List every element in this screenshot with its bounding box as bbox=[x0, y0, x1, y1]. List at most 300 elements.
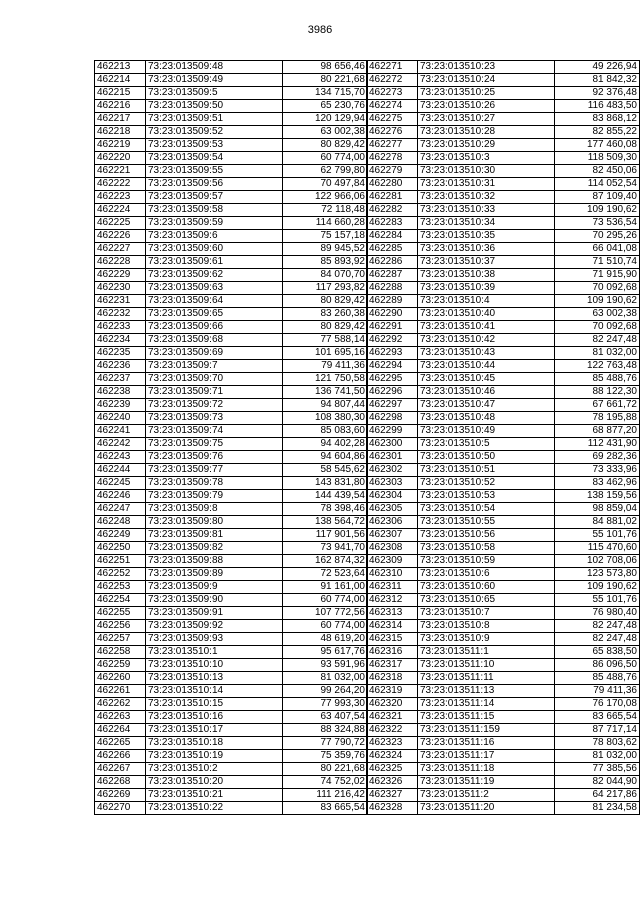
table-row bbox=[367, 100, 640, 113]
cadastral-number-cell: 73:23:013510:59 bbox=[418, 555, 555, 568]
record-id-cell: 462304 bbox=[367, 490, 418, 503]
table-row bbox=[367, 581, 640, 594]
table-row bbox=[95, 737, 368, 750]
cadastral-number-cell: 73:23:013509:89 bbox=[146, 568, 283, 581]
cadastral-number-cell: 73:23:013510:13 bbox=[146, 672, 283, 685]
record-id-cell: 462240 bbox=[95, 412, 146, 425]
table-row bbox=[95, 74, 368, 87]
value-cell: 81 842,32 bbox=[555, 74, 640, 87]
cadastral-number-cell: 73:23:013510:19 bbox=[146, 750, 283, 763]
record-id-cell: 462289 bbox=[367, 295, 418, 308]
cadastral-number-cell: 73:23:013510:34 bbox=[418, 217, 555, 230]
cadastral-number-cell: 73:23:013509:64 bbox=[146, 295, 283, 308]
table-row bbox=[367, 685, 640, 698]
cadastral-number-cell: 73:23:013509:77 bbox=[146, 464, 283, 477]
cadastral-number-cell: 73:23:013509:65 bbox=[146, 308, 283, 321]
value-cell: 120 129,94 bbox=[283, 113, 368, 126]
cadastral-number-cell: 73:23:013509:51 bbox=[146, 113, 283, 126]
cadastral-number-cell: 73:23:013510:46 bbox=[418, 386, 555, 399]
table-row bbox=[367, 646, 640, 659]
table-row bbox=[367, 269, 640, 282]
value-cell: 85 083,60 bbox=[283, 425, 368, 438]
table-row bbox=[367, 711, 640, 724]
record-id-cell: 462228 bbox=[95, 256, 146, 269]
record-id-cell: 462318 bbox=[367, 672, 418, 685]
cadastral-number-cell: 73:23:013510:22 bbox=[146, 802, 283, 815]
table-row bbox=[95, 594, 368, 607]
table-row bbox=[95, 334, 368, 347]
table-row bbox=[367, 490, 640, 503]
table-row bbox=[367, 321, 640, 334]
record-id-cell: 462237 bbox=[95, 373, 146, 386]
cadastral-number-cell: 73:23:013510:40 bbox=[418, 308, 555, 321]
value-cell: 108 380,30 bbox=[283, 412, 368, 425]
record-id-cell: 462271 bbox=[367, 61, 418, 74]
table-row bbox=[367, 282, 640, 295]
cadastral-number-cell: 73:23:013510:58 bbox=[418, 542, 555, 555]
table-row bbox=[95, 568, 368, 581]
value-cell: 75 157,18 bbox=[283, 230, 368, 243]
cadastral-number-cell: 73:23:013511:14 bbox=[418, 698, 555, 711]
value-cell: 65 838,50 bbox=[555, 646, 640, 659]
record-id-cell: 462326 bbox=[367, 776, 418, 789]
cadastral-number-cell: 73:23:013510:30 bbox=[418, 165, 555, 178]
cadastral-number-cell: 73:23:013509:70 bbox=[146, 373, 283, 386]
cadastral-number-cell: 73:23:013509:92 bbox=[146, 620, 283, 633]
cadastral-number-cell: 73:23:013509:69 bbox=[146, 347, 283, 360]
cadastral-number-cell: 73:23:013510:26 bbox=[418, 100, 555, 113]
value-cell: 80 829,42 bbox=[283, 295, 368, 308]
record-id-cell: 462262 bbox=[95, 698, 146, 711]
value-cell: 92 376,48 bbox=[555, 87, 640, 100]
table-row bbox=[367, 802, 640, 815]
table-row bbox=[367, 542, 640, 555]
value-cell: 144 439,54 bbox=[283, 490, 368, 503]
cadastral-number-cell: 73:23:013509:60 bbox=[146, 243, 283, 256]
cadastral-number-cell: 73:23:013509:74 bbox=[146, 425, 283, 438]
cadastral-number-cell: 73:23:013510:6 bbox=[418, 568, 555, 581]
value-cell: 107 772,56 bbox=[283, 607, 368, 620]
record-id-cell: 462236 bbox=[95, 360, 146, 373]
value-cell: 72 523,64 bbox=[283, 568, 368, 581]
table-row bbox=[367, 165, 640, 178]
cadastral-number-cell: 73:23:013510:14 bbox=[146, 685, 283, 698]
record-id-cell: 462328 bbox=[367, 802, 418, 815]
cadastral-number-cell: 73:23:013510:33 bbox=[418, 204, 555, 217]
record-id-cell: 462267 bbox=[95, 763, 146, 776]
table-row bbox=[367, 451, 640, 464]
cadastral-number-cell: 73:23:013509:48 bbox=[146, 61, 283, 74]
value-cell: 49 226,94 bbox=[555, 61, 640, 74]
cadastral-number-cell: 73:23:013510:1 bbox=[146, 646, 283, 659]
record-id-cell: 462280 bbox=[367, 178, 418, 191]
cadastral-number-cell: 73:23:013509:80 bbox=[146, 516, 283, 529]
record-id-cell: 462266 bbox=[95, 750, 146, 763]
table-row bbox=[95, 373, 368, 386]
value-cell: 112 431,90 bbox=[555, 438, 640, 451]
table-row bbox=[95, 243, 368, 256]
cadastral-number-cell: 73:23:013509:52 bbox=[146, 126, 283, 139]
record-id-cell: 462229 bbox=[95, 269, 146, 282]
table-row bbox=[367, 256, 640, 269]
record-id-cell: 462227 bbox=[95, 243, 146, 256]
table-row bbox=[95, 698, 368, 711]
value-cell: 121 750,58 bbox=[283, 373, 368, 386]
table-row bbox=[367, 620, 640, 633]
value-cell: 83 462,96 bbox=[555, 477, 640, 490]
cadastral-number-cell: 73:23:013509:63 bbox=[146, 282, 283, 295]
record-id-cell: 462256 bbox=[95, 620, 146, 633]
cadastral-number-cell: 73:23:013509:56 bbox=[146, 178, 283, 191]
table-row bbox=[95, 529, 368, 542]
value-cell: 95 617,76 bbox=[283, 646, 368, 659]
cadastral-number-cell: 73:23:013510:17 bbox=[146, 724, 283, 737]
record-id-cell: 462231 bbox=[95, 295, 146, 308]
cadastral-number-cell: 73:23:013509:57 bbox=[146, 191, 283, 204]
table-row bbox=[95, 204, 368, 217]
cadastral-number-cell: 73:23:013510:36 bbox=[418, 243, 555, 256]
record-id-cell: 462259 bbox=[95, 659, 146, 672]
record-id-cell: 462265 bbox=[95, 737, 146, 750]
value-cell: 136 741,50 bbox=[283, 386, 368, 399]
record-id-cell: 462233 bbox=[95, 321, 146, 334]
table-row bbox=[367, 243, 640, 256]
value-cell: 78 195,88 bbox=[555, 412, 640, 425]
cadastral-number-cell: 73:23:013509:81 bbox=[146, 529, 283, 542]
table-row bbox=[367, 87, 640, 100]
record-id-cell: 462225 bbox=[95, 217, 146, 230]
record-id-cell: 462270 bbox=[95, 802, 146, 815]
table-row bbox=[367, 659, 640, 672]
cadastral-number-cell: 73:23:013510:35 bbox=[418, 230, 555, 243]
table-row bbox=[367, 789, 640, 802]
record-id-cell: 462230 bbox=[95, 282, 146, 295]
table-row bbox=[367, 412, 640, 425]
table-row bbox=[95, 451, 368, 464]
table-row bbox=[95, 386, 368, 399]
cadastral-number-cell: 73:23:013509:54 bbox=[146, 152, 283, 165]
cadastral-number-cell: 73:23:013510:48 bbox=[418, 412, 555, 425]
value-cell: 70 295,26 bbox=[555, 230, 640, 243]
value-cell: 114 660,28 bbox=[283, 217, 368, 230]
table-row bbox=[95, 542, 368, 555]
cadastral-number-cell: 73:23:013509:55 bbox=[146, 165, 283, 178]
table-row bbox=[367, 698, 640, 711]
value-cell: 93 591,96 bbox=[283, 659, 368, 672]
cadastral-number-cell: 73:23:013510:38 bbox=[418, 269, 555, 282]
table-row bbox=[367, 295, 640, 308]
value-cell: 177 460,08 bbox=[555, 139, 640, 152]
cadastral-number-cell: 73:23:013509:72 bbox=[146, 399, 283, 412]
record-id-cell: 462291 bbox=[367, 321, 418, 334]
cadastral-number-cell: 73:23:013511:18 bbox=[418, 763, 555, 776]
table-row bbox=[367, 464, 640, 477]
table-row bbox=[367, 438, 640, 451]
cadastral-number-cell: 73:23:013510:9 bbox=[418, 633, 555, 646]
table-row bbox=[95, 191, 368, 204]
cadastral-number-cell: 73:23:013510:39 bbox=[418, 282, 555, 295]
table-row bbox=[95, 672, 368, 685]
record-id-cell: 462316 bbox=[367, 646, 418, 659]
record-id-cell: 462243 bbox=[95, 451, 146, 464]
cadastral-number-cell: 73:23:013510:16 bbox=[146, 711, 283, 724]
record-id-cell: 462223 bbox=[95, 191, 146, 204]
table-row bbox=[367, 386, 640, 399]
table-row bbox=[95, 464, 368, 477]
table-row bbox=[367, 633, 640, 646]
table-row bbox=[95, 282, 368, 295]
record-id-cell: 462287 bbox=[367, 269, 418, 282]
table-row bbox=[95, 555, 368, 568]
table-row bbox=[367, 594, 640, 607]
record-id-cell: 462321 bbox=[367, 711, 418, 724]
record-id-cell: 462215 bbox=[95, 87, 146, 100]
value-cell: 85 488,76 bbox=[555, 373, 640, 386]
value-cell: 60 774,00 bbox=[283, 152, 368, 165]
value-cell: 83 665,54 bbox=[283, 802, 368, 815]
value-cell: 94 604,86 bbox=[283, 451, 368, 464]
value-cell: 68 877,20 bbox=[555, 425, 640, 438]
value-cell: 117 293,82 bbox=[283, 282, 368, 295]
value-cell: 138 564,72 bbox=[283, 516, 368, 529]
cadastral-number-cell: 73:23:013510:27 bbox=[418, 113, 555, 126]
table-row bbox=[95, 750, 368, 763]
cadastral-number-cell: 73:23:013511:17 bbox=[418, 750, 555, 763]
cadastral-number-cell: 73:23:013510:31 bbox=[418, 178, 555, 191]
record-id-cell: 462275 bbox=[367, 113, 418, 126]
table-row bbox=[367, 737, 640, 750]
value-cell: 70 092,68 bbox=[555, 282, 640, 295]
record-id-cell: 462261 bbox=[95, 685, 146, 698]
record-id-cell: 462294 bbox=[367, 360, 418, 373]
record-id-cell: 462302 bbox=[367, 464, 418, 477]
record-id-cell: 462274 bbox=[367, 100, 418, 113]
table-row bbox=[95, 360, 368, 373]
cadastral-number-cell: 73:23:013510:24 bbox=[418, 74, 555, 87]
cadastral-number-cell: 73:23:013510:52 bbox=[418, 477, 555, 490]
cadastral-number-cell: 73:23:013510:56 bbox=[418, 529, 555, 542]
value-cell: 48 619,20 bbox=[283, 633, 368, 646]
value-cell: 60 774,00 bbox=[283, 620, 368, 633]
value-cell: 63 407,54 bbox=[283, 711, 368, 724]
value-cell: 79 411,36 bbox=[283, 360, 368, 373]
table-row bbox=[95, 412, 368, 425]
record-id-cell: 462232 bbox=[95, 308, 146, 321]
table-row bbox=[367, 178, 640, 191]
table-row bbox=[367, 74, 640, 87]
value-cell: 76 980,40 bbox=[555, 607, 640, 620]
cadastral-number-cell: 73:23:013511:19 bbox=[418, 776, 555, 789]
cadastral-number-cell: 73:23:013511:159 bbox=[418, 724, 555, 737]
record-id-cell: 462273 bbox=[367, 87, 418, 100]
value-cell: 134 715,70 bbox=[283, 87, 368, 100]
record-id-cell: 462250 bbox=[95, 542, 146, 555]
record-id-cell: 462282 bbox=[367, 204, 418, 217]
cadastral-number-cell: 73:23:013509:90 bbox=[146, 594, 283, 607]
record-id-cell: 462313 bbox=[367, 607, 418, 620]
table-row bbox=[367, 113, 640, 126]
value-cell: 85 893,92 bbox=[283, 256, 368, 269]
value-cell: 123 573,80 bbox=[555, 568, 640, 581]
cadastral-number-cell: 73:23:013509:93 bbox=[146, 633, 283, 646]
record-id-cell: 462248 bbox=[95, 516, 146, 529]
table-row bbox=[95, 87, 368, 100]
record-id-cell: 462268 bbox=[95, 776, 146, 789]
value-cell: 89 945,52 bbox=[283, 243, 368, 256]
cadastral-number-cell: 73:23:013509:68 bbox=[146, 334, 283, 347]
value-cell: 94 807,44 bbox=[283, 399, 368, 412]
cadastral-number-cell: 73:23:013509:50 bbox=[146, 100, 283, 113]
record-id-cell: 462317 bbox=[367, 659, 418, 672]
table-row bbox=[367, 503, 640, 516]
value-cell: 79 411,36 bbox=[555, 685, 640, 698]
value-cell: 143 831,80 bbox=[283, 477, 368, 490]
value-cell: 111 216,42 bbox=[283, 789, 368, 802]
table-row bbox=[367, 126, 640, 139]
value-cell: 73 536,54 bbox=[555, 217, 640, 230]
record-id-cell: 462272 bbox=[367, 74, 418, 87]
value-cell: 55 101,76 bbox=[555, 529, 640, 542]
value-cell: 81 032,00 bbox=[555, 347, 640, 360]
record-id-cell: 462220 bbox=[95, 152, 146, 165]
value-cell: 78 803,62 bbox=[555, 737, 640, 750]
cadastral-number-cell: 73:23:013509:75 bbox=[146, 438, 283, 451]
value-cell: 117 901,56 bbox=[283, 529, 368, 542]
table-row bbox=[367, 373, 640, 386]
table-row bbox=[367, 555, 640, 568]
record-id-cell: 462286 bbox=[367, 256, 418, 269]
table-row bbox=[95, 685, 368, 698]
table-row bbox=[367, 230, 640, 243]
record-id-cell: 462325 bbox=[367, 763, 418, 776]
value-cell: 72 118,48 bbox=[283, 204, 368, 217]
table-row bbox=[95, 399, 368, 412]
table-row bbox=[95, 490, 368, 503]
record-id-cell: 462324 bbox=[367, 750, 418, 763]
cadastral-number-cell: 73:23:013510:21 bbox=[146, 789, 283, 802]
value-cell: 88 324,88 bbox=[283, 724, 368, 737]
cadastral-number-cell: 73:23:013509:91 bbox=[146, 607, 283, 620]
cadastral-number-cell: 73:23:013510:49 bbox=[418, 425, 555, 438]
record-id-cell: 462269 bbox=[95, 789, 146, 802]
cadastral-number-cell: 73:23:013510:18 bbox=[146, 737, 283, 750]
table-row bbox=[95, 789, 368, 802]
record-id-cell: 462299 bbox=[367, 425, 418, 438]
cadastral-number-cell: 73:23:013509:66 bbox=[146, 321, 283, 334]
table-row bbox=[95, 620, 368, 633]
cadastral-number-cell: 73:23:013510:23 bbox=[418, 61, 555, 74]
record-id-cell: 462279 bbox=[367, 165, 418, 178]
record-id-cell: 462278 bbox=[367, 152, 418, 165]
cadastral-number-cell: 73:23:013510:29 bbox=[418, 139, 555, 152]
value-cell: 82 247,48 bbox=[555, 620, 640, 633]
table-row bbox=[95, 776, 368, 789]
table-row bbox=[367, 672, 640, 685]
record-id-cell: 462239 bbox=[95, 399, 146, 412]
value-cell: 77 993,30 bbox=[283, 698, 368, 711]
record-id-cell: 462306 bbox=[367, 516, 418, 529]
cadastral-number-cell: 73:23:013510:41 bbox=[418, 321, 555, 334]
value-cell: 60 774,00 bbox=[283, 594, 368, 607]
record-id-cell: 462284 bbox=[367, 230, 418, 243]
value-cell: 102 708,06 bbox=[555, 555, 640, 568]
value-cell: 122 763,48 bbox=[555, 360, 640, 373]
table-row bbox=[95, 217, 368, 230]
value-cell: 87 717,14 bbox=[555, 724, 640, 737]
record-id-cell: 462297 bbox=[367, 399, 418, 412]
value-cell: 71 915,90 bbox=[555, 269, 640, 282]
table-row bbox=[367, 763, 640, 776]
value-cell: 138 159,56 bbox=[555, 490, 640, 503]
cadastral-number-cell: 73:23:013510:20 bbox=[146, 776, 283, 789]
record-id-cell: 462251 bbox=[95, 555, 146, 568]
record-id-cell: 462319 bbox=[367, 685, 418, 698]
table-row bbox=[95, 425, 368, 438]
record-id-cell: 462308 bbox=[367, 542, 418, 555]
table-row bbox=[367, 217, 640, 230]
table-row bbox=[95, 646, 368, 659]
table-row bbox=[367, 776, 640, 789]
record-id-cell: 462303 bbox=[367, 477, 418, 490]
table-row bbox=[367, 724, 640, 737]
record-id-cell: 462214 bbox=[95, 74, 146, 87]
value-cell: 75 359,76 bbox=[283, 750, 368, 763]
cadastral-number-cell: 73:23:013509:59 bbox=[146, 217, 283, 230]
record-id-cell: 462255 bbox=[95, 607, 146, 620]
value-cell: 94 402,28 bbox=[283, 438, 368, 451]
cadastral-number-cell: 73:23:013510:15 bbox=[146, 698, 283, 711]
record-id-cell: 462245 bbox=[95, 477, 146, 490]
record-id-cell: 462312 bbox=[367, 594, 418, 607]
record-id-cell: 462285 bbox=[367, 243, 418, 256]
record-id-cell: 462235 bbox=[95, 347, 146, 360]
record-id-cell: 462260 bbox=[95, 672, 146, 685]
record-id-cell: 462263 bbox=[95, 711, 146, 724]
value-cell: 73 941,70 bbox=[283, 542, 368, 555]
value-cell: 69 282,36 bbox=[555, 451, 640, 464]
table-row bbox=[367, 568, 640, 581]
record-id-cell: 462219 bbox=[95, 139, 146, 152]
cadastral-number-cell: 73:23:013510:4 bbox=[418, 295, 555, 308]
cadastral-number-cell: 73:23:013509:82 bbox=[146, 542, 283, 555]
value-cell: 76 170,08 bbox=[555, 698, 640, 711]
value-cell: 88 122,30 bbox=[555, 386, 640, 399]
record-id-cell: 462309 bbox=[367, 555, 418, 568]
record-id-cell: 462264 bbox=[95, 724, 146, 737]
cadastral-number-cell: 73:23:013510:8 bbox=[418, 620, 555, 633]
table-row bbox=[367, 477, 640, 490]
table-row bbox=[367, 360, 640, 373]
value-cell: 109 190,62 bbox=[555, 204, 640, 217]
table-row bbox=[367, 204, 640, 217]
value-cell: 115 470,60 bbox=[555, 542, 640, 555]
record-id-cell: 462238 bbox=[95, 386, 146, 399]
cadastral-number-cell: 73:23:013510:5 bbox=[418, 438, 555, 451]
value-cell: 73 333,96 bbox=[555, 464, 640, 477]
table-row bbox=[95, 347, 368, 360]
record-id-cell: 462288 bbox=[367, 282, 418, 295]
table-row bbox=[95, 516, 368, 529]
record-id-cell: 462310 bbox=[367, 568, 418, 581]
table-row bbox=[367, 152, 640, 165]
record-id-cell: 462292 bbox=[367, 334, 418, 347]
value-cell: 67 661,72 bbox=[555, 399, 640, 412]
table-row bbox=[95, 724, 368, 737]
record-id-cell: 462257 bbox=[95, 633, 146, 646]
record-id-cell: 462222 bbox=[95, 178, 146, 191]
table-row bbox=[95, 633, 368, 646]
value-cell: 98 859,04 bbox=[555, 503, 640, 516]
